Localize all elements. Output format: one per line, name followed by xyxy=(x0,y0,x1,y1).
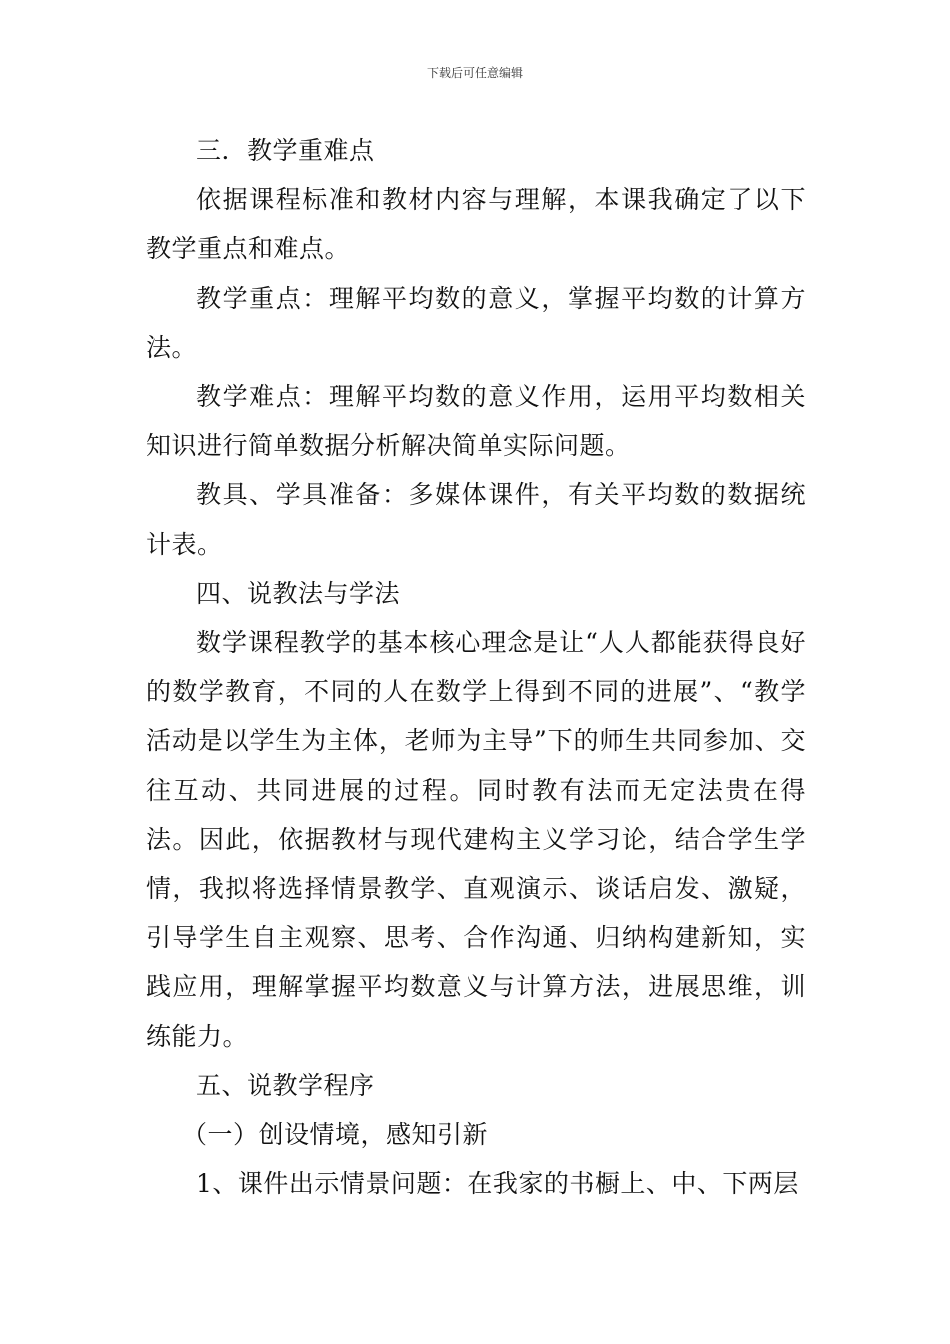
paragraph-key-point: 教学重点：理解平均数的意义，掌握平均数的计算方法。 xyxy=(146,283,806,362)
paragraph-step-1: 1、课件出示情景问题：在我家的书橱上、中、下两层 xyxy=(196,1169,799,1199)
subsection-heading-situation: （一）创设情境，感知引新 xyxy=(182,1120,489,1150)
paragraph-methods: 数学课程教学的基本核心理念是让“人人都能获得良好的数学教育，不同的人在数学上得到不同的进展”、“教学活动是以学生为主体，老师为主导”下的师生共同参加、交往互动、共同进展的过程。同时教有法而无定法贵在得法。因此，依据教材与现代建构主义学习论，结合学生学情，我拟将选择情景教学、直观演示、谈话启发、激疑，引导学生自主观察、思考、合作沟通、归纳构建新知，实践应用，理解掌握平均数意义与计算方法，进展思维，训练能力。 xyxy=(146,628,806,1051)
section-heading-procedure: 五、说教学程序 xyxy=(196,1070,375,1100)
section-heading-key-points: 三．教学重难点 xyxy=(196,136,375,165)
page-header: 下载后可任意编辑 xyxy=(426,66,523,80)
section-heading-methods: 四、说教法与学法 xyxy=(196,578,401,608)
document-body xyxy=(146,126,806,1208)
paragraph-teaching-aids: 教具、学具准备：多媒体课件，有关平均数的数据统计表。 xyxy=(146,480,806,559)
paragraph-intro: 依据课程标准和教材内容与理解，本课我确定了以下教学重点和难点。 xyxy=(146,185,806,264)
paragraph-difficult-point: 教学难点：理解平均数的意义作用，运用平均数相关知识进行简单数据分析解决简单实际问题。 xyxy=(146,382,806,461)
